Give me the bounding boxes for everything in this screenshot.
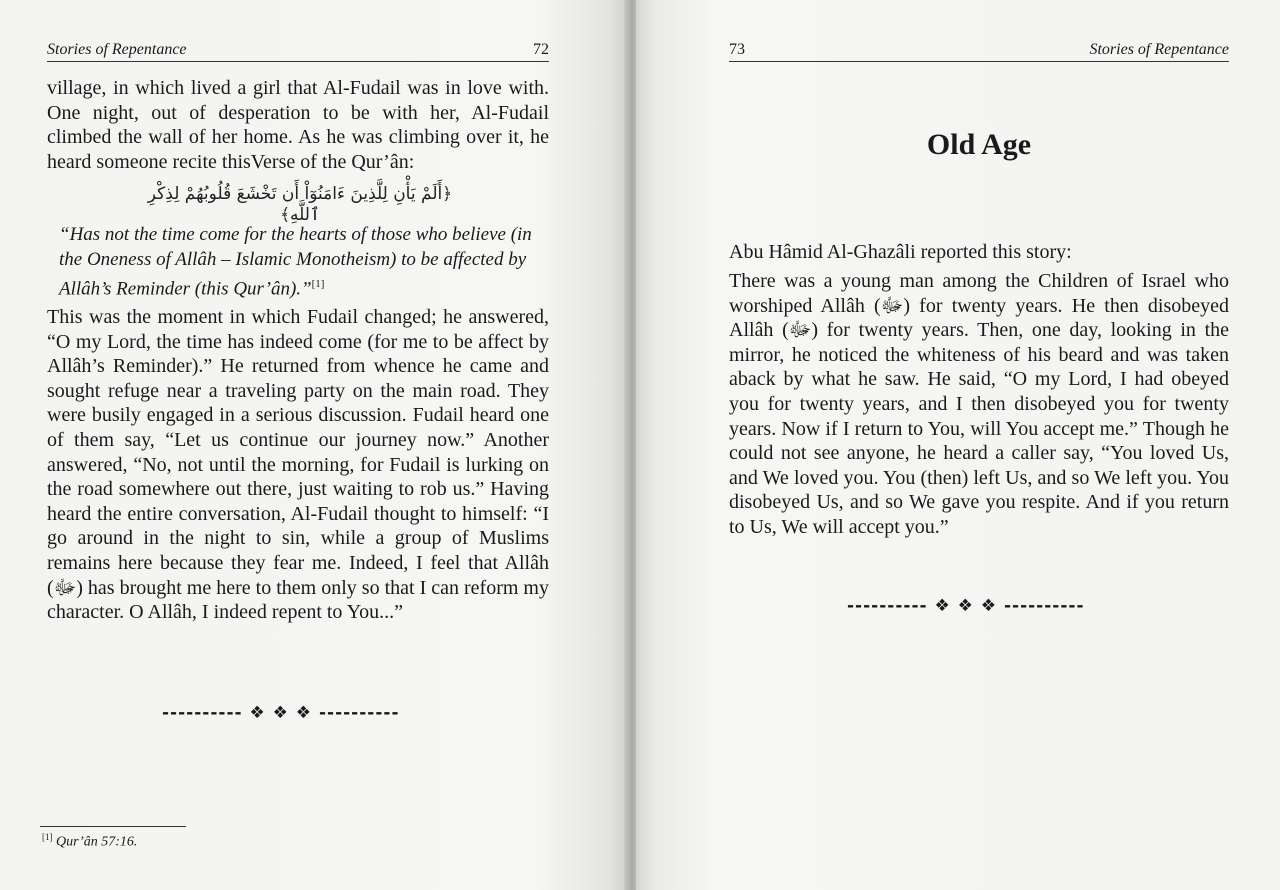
footnote	[42, 832, 137, 851]
left-page	[0, 0, 628, 890]
running-title: Stories of Repentance	[47, 41, 187, 58]
verse-translation	[47, 223, 537, 302]
running-head-right	[729, 38, 1229, 62]
page-number: 73	[729, 41, 745, 58]
footnote-marker: [1]	[42, 832, 53, 842]
footnote-rule	[40, 826, 186, 827]
section-separator: ---------- ❖ ❖ ❖ ----------	[162, 703, 400, 723]
paragraph: This was the moment in which Fudail changed; he answered, “O my Lord, the time has indeed come (for me to be affect by Allâh’s Reminder).” He returned from whence he came and sought refuge near a traveling party on the main road. They were busily engaged in a serious discussion. Fudail heard one of them say, “Let us continue our journey now.” Another answered, “No, not until the morning, for Fudail is lurking on the road somewhere out there, just waiting to rob us.” Having heard the entire conversation, Al-Fudail thought to himself: “I go around in the night to sin, while a group of Muslims remains here because they fear me. Indeed, I feel that Allâh (ﷻ) has brought me here to them only so that I can reform my character. O Allâh, I indeed repent to You...”	[47, 306, 549, 624]
running-title: Stories of Repentance	[1089, 41, 1229, 58]
section-separator: ---------- ❖ ❖ ❖ ----------	[847, 596, 1085, 616]
paragraph: Abu Hâmid Al-Ghazâli reported this story:	[729, 241, 1072, 263]
paragraph: There was a young man among the Children of Israel who worshiped Allâh (ﷻ) for twenty years. He then disobeyed Allâh (ﷻ) for twenty years. Then, one day, looking in the mirror, he noticed the whiteness of his beard and was taken aback by what he saw. He said, “O my Lord, I had obeyed you for twenty years, and I then disobeyed you for twenty years. Now if I return to You, will You accept me.” Though he could not see anyone, he heard a caller say, “You loved Us, and We loved you. You (then) left Us, and so We left you. You disobeyed Us, and so We gave you respite. And if you return to Us, We will accept you.”	[729, 270, 1230, 538]
page-number: 72	[533, 41, 549, 58]
paragraph: village, in which lived a girl that Al-Fudail was in love with. One night, out of desperation to be with her, Al-Fudail climbed the wall of her home. As he was climbing over it, he heard someone recite thisVerse of the Qur’ân:	[47, 77, 549, 173]
footnote-reference[interactable]: [1]	[311, 278, 325, 290]
running-head-left	[47, 38, 549, 62]
arabic-verse: ﴿أَلَمْ يَأْنِ لِلَّذِينَ ءَامَنُوٓاْ أَن تَخْشَعَ قُلُوبُهُمْ لِذِكْرِ ٱللَّهِ﴾	[147, 184, 453, 225]
right-page	[636, 0, 1280, 890]
footnote-text: Qur’ân 57:16.	[56, 834, 138, 850]
chapter-title: Old Age	[926, 128, 1032, 161]
verse-translation-text: “Has not the time come for the hearts of those who believe (in the Oneness of Allâh – Islamic Monotheism) to be affected by Allâh’s Reminder (this Qur’ân).”	[59, 224, 532, 300]
